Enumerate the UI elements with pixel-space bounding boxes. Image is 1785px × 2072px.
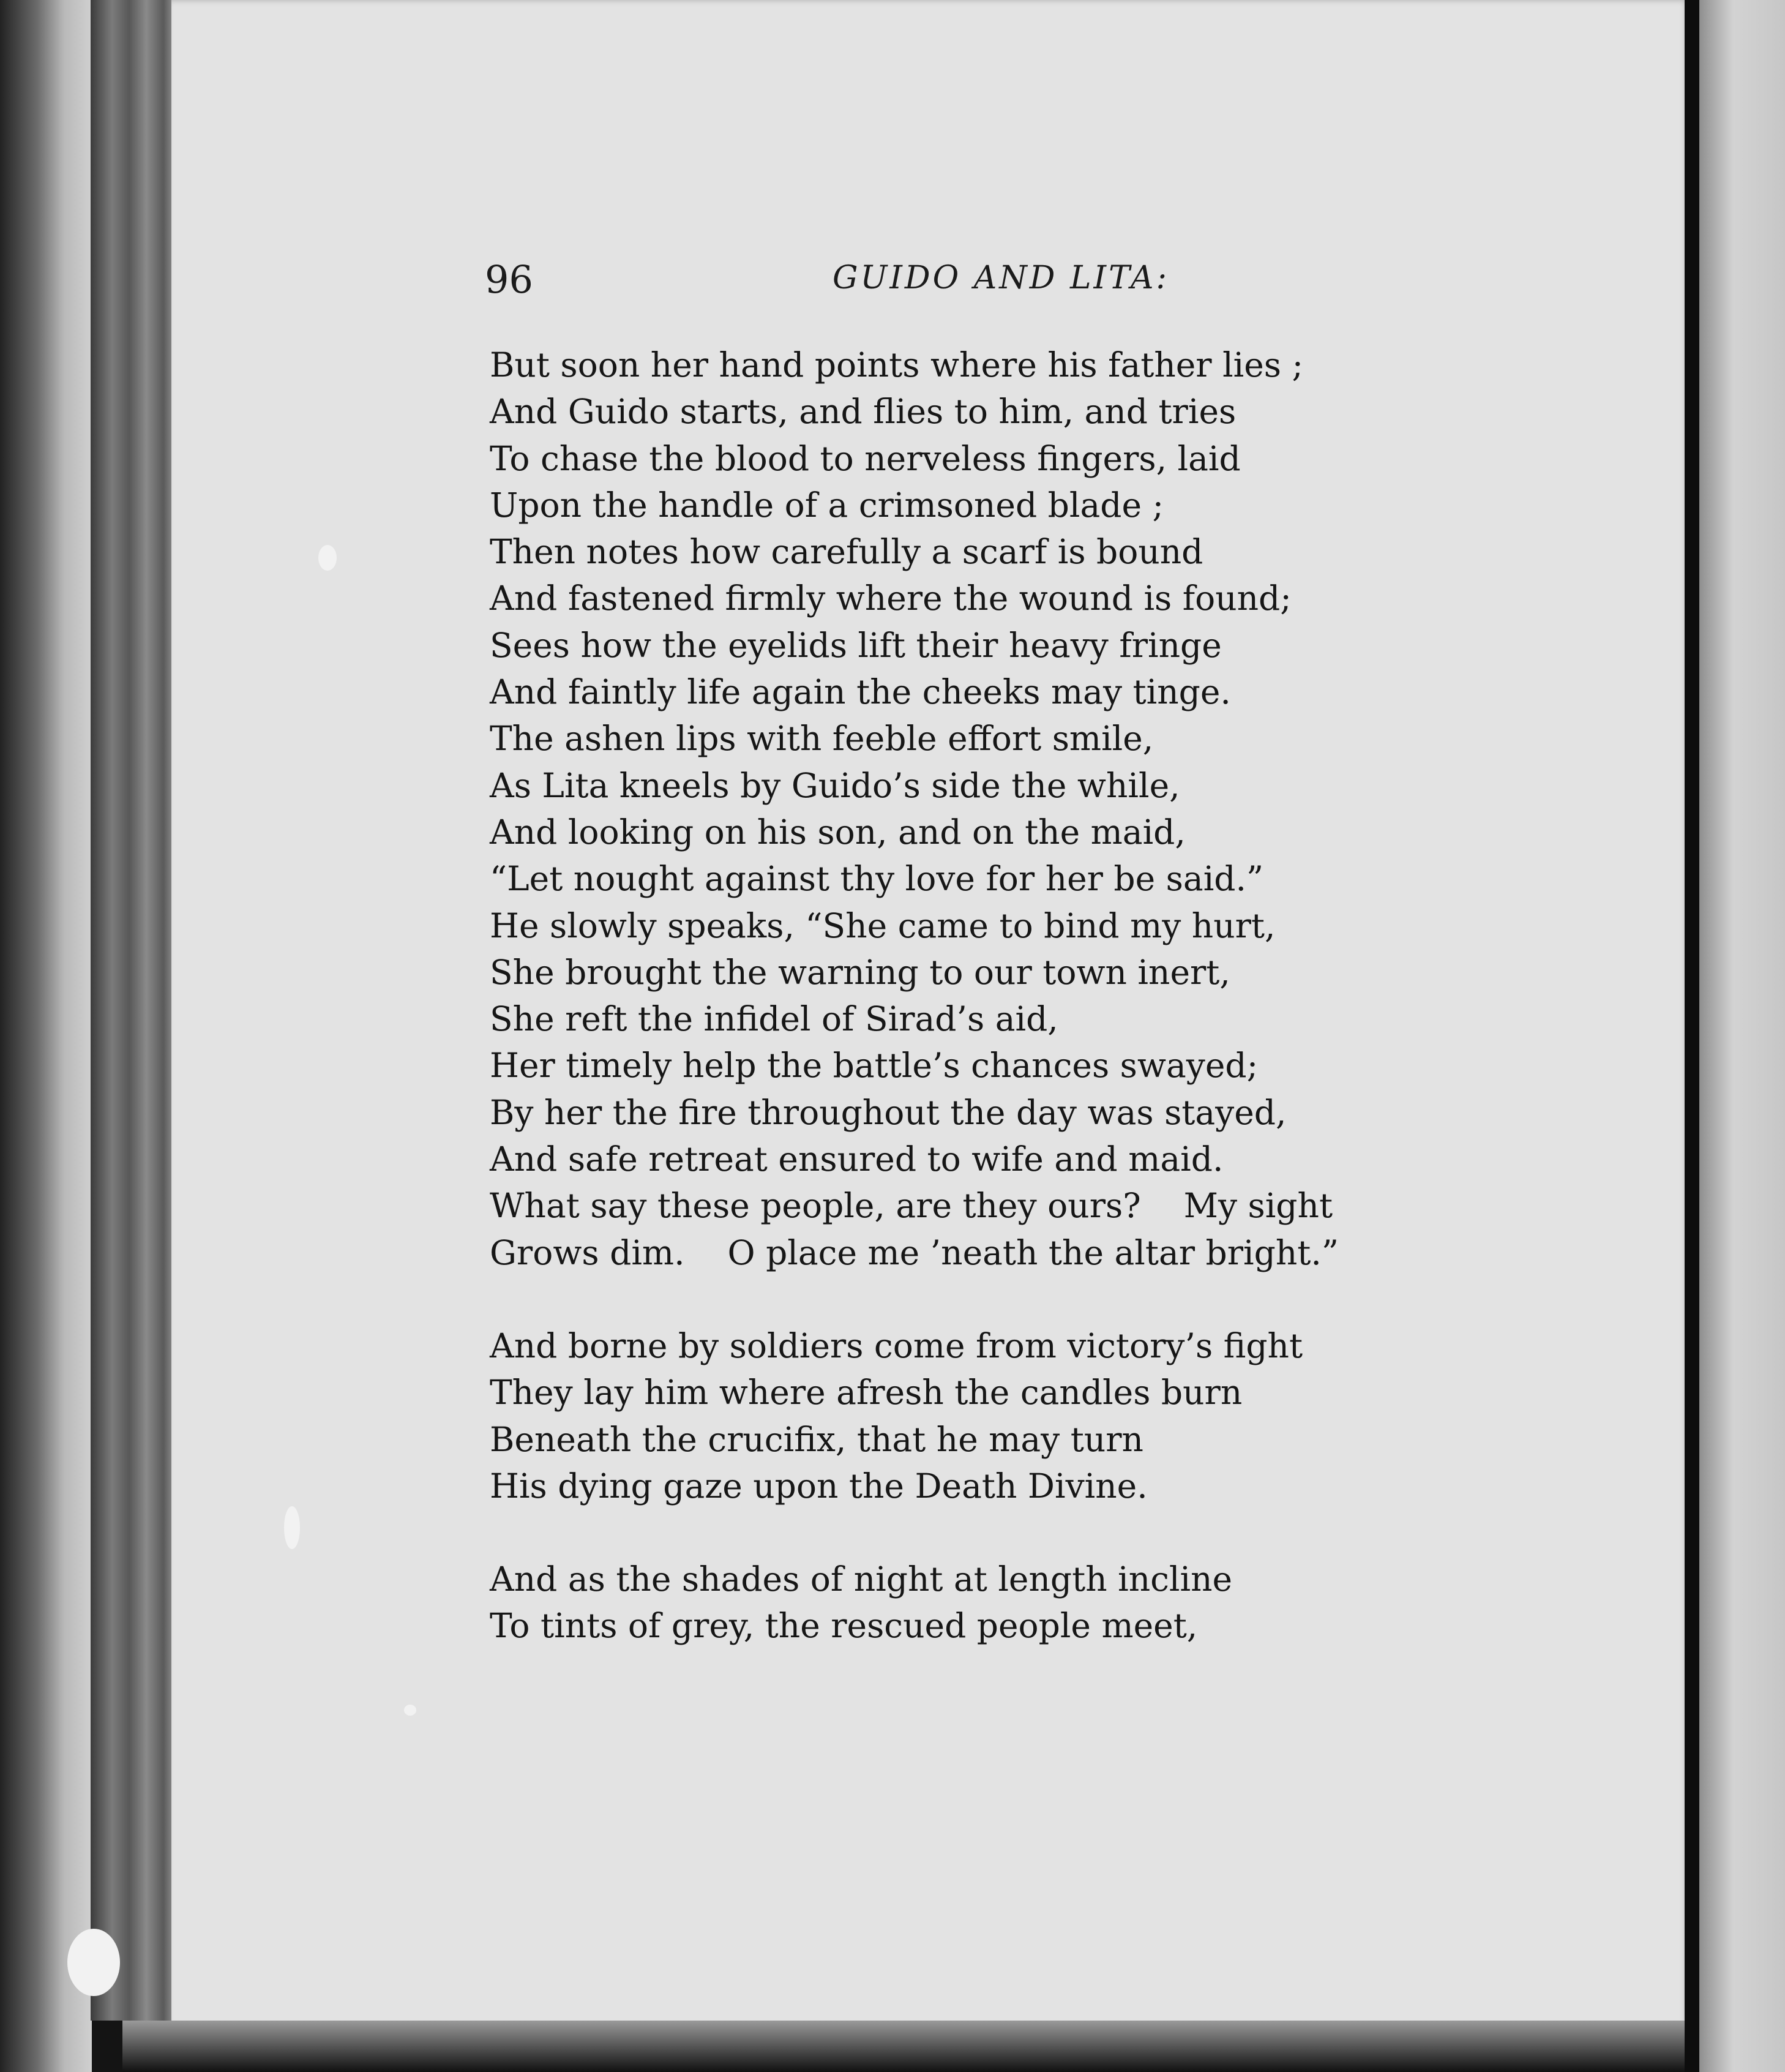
running-head — [485, 257, 1281, 312]
verse-line: To chase the blood to nerveless fingers, laid — [490, 438, 1241, 478]
verse-line: And safe retreat ensured to wife and maid. — [490, 1139, 1224, 1179]
verse-line: What say these people, are they ours? My sight — [490, 1186, 1333, 1226]
verse-line: Her timely help the battle’s chances swayed; — [490, 1046, 1259, 1086]
scan-speck — [67, 1929, 120, 1996]
verse-line: He slowly speaks, “She came to bind my hurt, — [490, 906, 1276, 945]
facing-page-edge — [1699, 0, 1785, 2072]
stanza — [490, 1556, 1347, 1650]
verse-line: And borne by soldiers come from victory’s fight — [490, 1326, 1303, 1365]
verse-line: Beneath the crucifix, that he may turn — [490, 1419, 1143, 1459]
verse-line: Grows dim. O place me ’neath the altar bright.” — [490, 1233, 1339, 1272]
gutter-shadow — [1685, 0, 1699, 2072]
verse-line: Upon the handle of a crimsoned blade ; — [490, 485, 1164, 525]
verse-line: “Let nought against thy love for her be said.” — [490, 859, 1264, 899]
verse-line: They lay him where afresh the candles burn — [490, 1373, 1243, 1413]
verse-line: The ashen lips with feeble effort smile, — [490, 719, 1154, 759]
verse-line: And Guido starts, and flies to him, and tries — [490, 392, 1237, 432]
poem-text — [490, 342, 1347, 1650]
verse-line: Sees how the eyelids lift their heavy fringe — [490, 625, 1222, 665]
verse-line: She reft the infidel of Sirad’s aid, — [490, 999, 1058, 1039]
scan-speck — [404, 1705, 416, 1716]
verse-line: She brought the warning to our town inert, — [490, 952, 1230, 992]
running-title: GUIDO AND LITA: — [833, 260, 1170, 296]
page-bottom-shadow — [122, 2021, 1690, 2072]
verse-line: And fastened firmly where the wound is found; — [490, 579, 1292, 618]
verse-line: By her the fire throughout the day was stayed, — [490, 1092, 1287, 1132]
scan-speck — [284, 1506, 300, 1549]
verse-line: And looking on his son, and on the maid, — [490, 812, 1186, 852]
verse-line: And as the shades of night at length incline — [490, 1560, 1233, 1599]
verse-line: But soon her hand points where his father lies ; — [490, 345, 1304, 385]
stanza — [490, 1323, 1347, 1509]
page-stack-edge — [91, 0, 176, 2021]
book-left-edge — [0, 0, 92, 2072]
verse-line: And faintly life again the cheeks may tinge. — [490, 672, 1231, 712]
verse-line: As Lita kneels by Guido’s side the while, — [490, 765, 1180, 805]
verse-line: His dying gaze upon the Death Divine. — [490, 1466, 1148, 1506]
scan-speck — [318, 545, 337, 571]
page-number: 96 — [485, 257, 533, 302]
verse-line: Then notes how carefully a scarf is bound — [490, 532, 1203, 572]
verse-line: To tints of grey, the rescued people meet, — [490, 1606, 1198, 1646]
stanza — [490, 342, 1347, 1276]
